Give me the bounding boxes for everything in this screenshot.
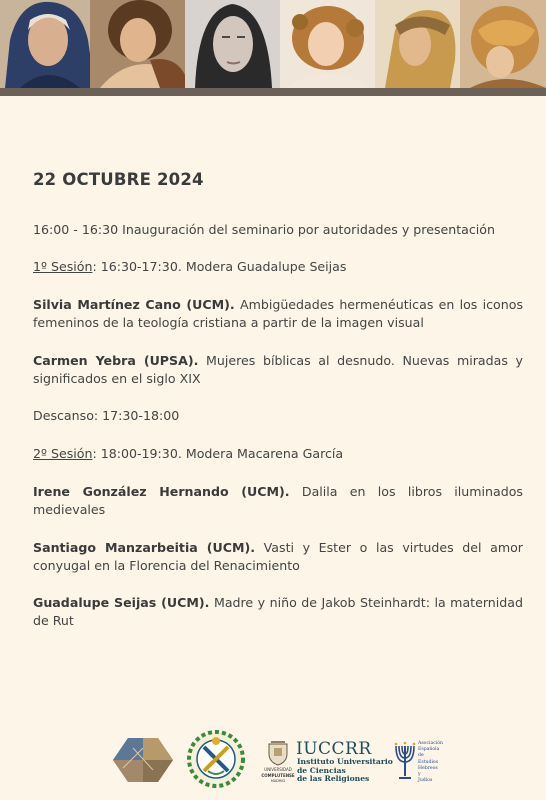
portrait-3-image <box>185 0 280 88</box>
portrait-4-image <box>280 0 375 88</box>
event-date-heading: 22 OCTUBRE 2024 <box>33 170 204 189</box>
talk-3-speaker: Irene González Hernando (UCM). <box>33 484 290 499</box>
iuccrr-subtitle-line-1: Instituto Universitario <box>297 757 393 766</box>
talk-5-title: Madre y niño de Jakob Steinhardt: la maternidad de Rut <box>33 595 523 628</box>
talk-4-title: Vasti y Ester o las virtudes del amor conyugal en la Florencia del Renacimiento <box>33 540 523 573</box>
talk-1-title: Ambigüedades hermenéuticas en los iconos femeninos de la teología cristiana a partir de la imagen visual <box>33 297 523 330</box>
session-2-line <box>33 445 523 463</box>
session-2-label: 2º Sesión <box>33 446 93 461</box>
talk-2 <box>33 352 523 388</box>
banner-divider <box>0 88 546 96</box>
talk-1-speaker: Silvia Martínez Cano (UCM). <box>33 297 235 312</box>
talk-4 <box>33 539 523 575</box>
aeehj-line-5: Hebreos <box>418 765 438 771</box>
iuccrr-subtitle-line-3: de las Religiones <box>297 774 370 783</box>
seminar-emblem-logo <box>186 729 246 789</box>
session-1-line <box>33 258 523 276</box>
talk-3-title: Dalila en los libros iluminados medievales <box>33 484 523 517</box>
talk-1 <box>33 296 523 332</box>
talk-2-speaker: Carmen Yebra (UPSA). <box>33 353 199 368</box>
aeehj-line-6: y <box>418 772 421 778</box>
session-1-label: 1º Sesión <box>33 259 93 274</box>
aeehj-line-2: Española <box>418 747 440 753</box>
aeehj-line-7: Judíos <box>418 778 433 784</box>
portrait-1-image <box>0 0 95 88</box>
iuccrr-logo-subtitle <box>297 758 393 784</box>
portrait-5-image <box>375 0 460 88</box>
menorah-icon <box>393 738 417 782</box>
iuccrr-subtitle-line-2: de Ciencias <box>297 765 346 775</box>
session-2-details: : 18:00-19:30. Modera Macarena García <box>92 446 344 461</box>
aeehj-line-4: Estudios <box>418 759 439 765</box>
break-line: Descanso: 17:30-18:00 <box>33 408 180 423</box>
talk-5-speaker: Guadalupe Seijas (UCM). <box>33 595 210 610</box>
aeehj-line-3: de <box>418 753 424 759</box>
ucm-name-line-1: UNIVERSIDAD <box>264 767 292 772</box>
portrait-banner <box>0 0 546 88</box>
talk-4-speaker: Santiago Manzarbeitia (UCM). <box>33 540 256 555</box>
portrait-collage <box>0 0 546 88</box>
talk-2-title: Mujeres bíblicas al desnudo. Nuevas miradas y significados en el siglo XIX <box>33 353 523 386</box>
ucm-name-line-2: COMPLUTENSE <box>261 773 295 778</box>
talk-3 <box>33 483 523 519</box>
iuccrr-logo-title: IUCCRR <box>296 739 372 759</box>
aeehj-logo-text <box>418 741 443 784</box>
portrait-2-image <box>90 0 185 88</box>
portrait-6-image <box>460 0 546 88</box>
aeehj-line-1: Asociación <box>418 741 443 746</box>
hexagon-collage-logo <box>113 738 173 782</box>
opening-session: 16:00 - 16:30 Inauguración del seminario por autoridades y presentación <box>33 222 495 237</box>
ucm-name-line-3: MADRID <box>270 779 286 783</box>
ucm-crest-icon <box>266 740 290 766</box>
session-1-details: : 16:30-17:30. Modera Guadalupe Seijas <box>92 259 347 274</box>
talk-5 <box>33 594 523 630</box>
